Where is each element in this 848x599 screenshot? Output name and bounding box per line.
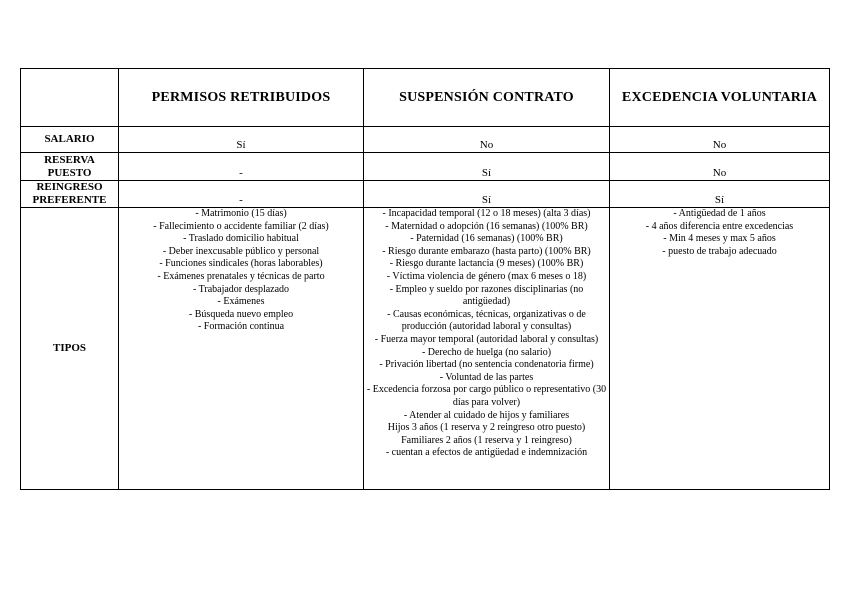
list-item: - Traslado domicilio habitual <box>183 233 299 245</box>
list-item: - Excedencia forzosa por cargo público o representativo (30 días para volver) <box>366 384 607 408</box>
row-label-salario: SALARIO <box>21 127 119 153</box>
cell-reingreso-excedencia: Sí <box>610 181 830 208</box>
cell-reingreso-suspension: Sí <box>364 181 610 208</box>
list-item: - Riesgo durante lactancia (9 meses) (100% BR) <box>389 258 584 270</box>
list-item: - Trabajador desplazado <box>192 283 290 295</box>
row-label-reingreso-preferente: REINGRESO PREFERENTE <box>21 181 119 208</box>
table-row-salario <box>21 127 830 153</box>
list-item: Familiares 2 años (1 reserva y 1 reingreso) <box>401 434 572 446</box>
list-item: - Exámenes prenatales y técnicas de parto <box>157 270 325 282</box>
list-item: - Incapacidad temporal (12 o 18 meses) (alta 3 días) <box>382 208 591 219</box>
list-item: - Fuerza mayor temporal (autoridad laboral y consultas) <box>374 333 599 345</box>
list-item: - puesto de trabajo adecuado <box>662 245 777 257</box>
cell-reserva-suspension: Sí <box>364 153 610 181</box>
table-row-tipos <box>21 208 830 490</box>
row-label-reserva-puesto: RESERVA PUESTO <box>21 153 119 181</box>
corner-cell <box>21 69 119 127</box>
list-item: - Víctima violencia de género (max 6 meses o 18) <box>386 270 587 282</box>
list-item: - Exámenes <box>217 296 265 308</box>
cell-salario-permisos: Sí <box>119 127 364 153</box>
list-item: - Deber inexcusable público y personal <box>162 245 320 257</box>
row-label-tipos: TIPOS <box>21 208 119 490</box>
column-header-permisos: PERMISOS RETRIBUIDOS <box>119 69 364 127</box>
cell-reserva-permisos: - <box>119 153 364 181</box>
list-item: Hijos 3 años (1 reserva y 2 reingreso otro puesto) <box>387 422 586 434</box>
list-item: - Formación continua <box>197 321 285 333</box>
list-item: - Maternidad o adopción (16 semanas) (100% BR) <box>385 220 588 232</box>
list-item: - Atender al cuidado de hijos y familiares <box>403 409 570 421</box>
cell-reserva-excedencia: No <box>610 153 830 181</box>
list-item: - cuentan a efectos de antigüedad e indemnización <box>385 447 588 459</box>
list-item: - Causas económicas, técnicas, organizativas o de producción (autoridad laboral y consultas) <box>387 308 586 333</box>
list-item: - Antigüedad de 1 años <box>673 208 766 219</box>
list-item: - Matrimonio (15 días) <box>195 208 287 219</box>
tipos-excedencia-list <box>610 208 830 490</box>
list-item: - Voluntad de las partes <box>439 371 534 383</box>
tipos-permisos-list <box>119 208 364 490</box>
list-item: - Funciones sindicales (horas laborables) <box>159 258 323 270</box>
list-item: - 4 años diferencia entre excedencias <box>645 220 794 232</box>
comparison-table <box>20 68 830 490</box>
list-item: - Fallecimiento o accidente familiar (2 días) <box>153 220 329 232</box>
list-item: - Empleo y sueldo por razones disciplinarias (no antigüedad) <box>389 283 584 308</box>
cell-reingreso-permisos: - <box>119 181 364 208</box>
tipos-suspension-list <box>364 208 610 490</box>
column-header-excedencia: EXCEDENCIA VOLUNTARIA <box>610 69 830 127</box>
list-item: - Riesgo durante embarazo (hasta parto) (100% BR) <box>382 245 591 257</box>
table-row-reserva-puesto <box>21 153 830 181</box>
list-item: - Privación libertad (no sentencia condenatoria firme) <box>379 359 594 371</box>
list-item: - Paternidad (16 semanas) (100% BR) <box>410 233 563 245</box>
column-header-suspension: SUSPENSIÓN CONTRATO <box>364 69 610 127</box>
list-item: - Búsqueda nuevo empleo <box>188 308 294 320</box>
header-row <box>21 69 830 127</box>
cell-salario-excedencia: No <box>610 127 830 153</box>
table-row-reingreso-preferente <box>21 181 830 208</box>
list-item: - Min 4 meses y max 5 años <box>663 233 776 245</box>
list-item: - Derecho de huelga (no salario) <box>421 346 552 358</box>
cell-salario-suspension: No <box>364 127 610 153</box>
